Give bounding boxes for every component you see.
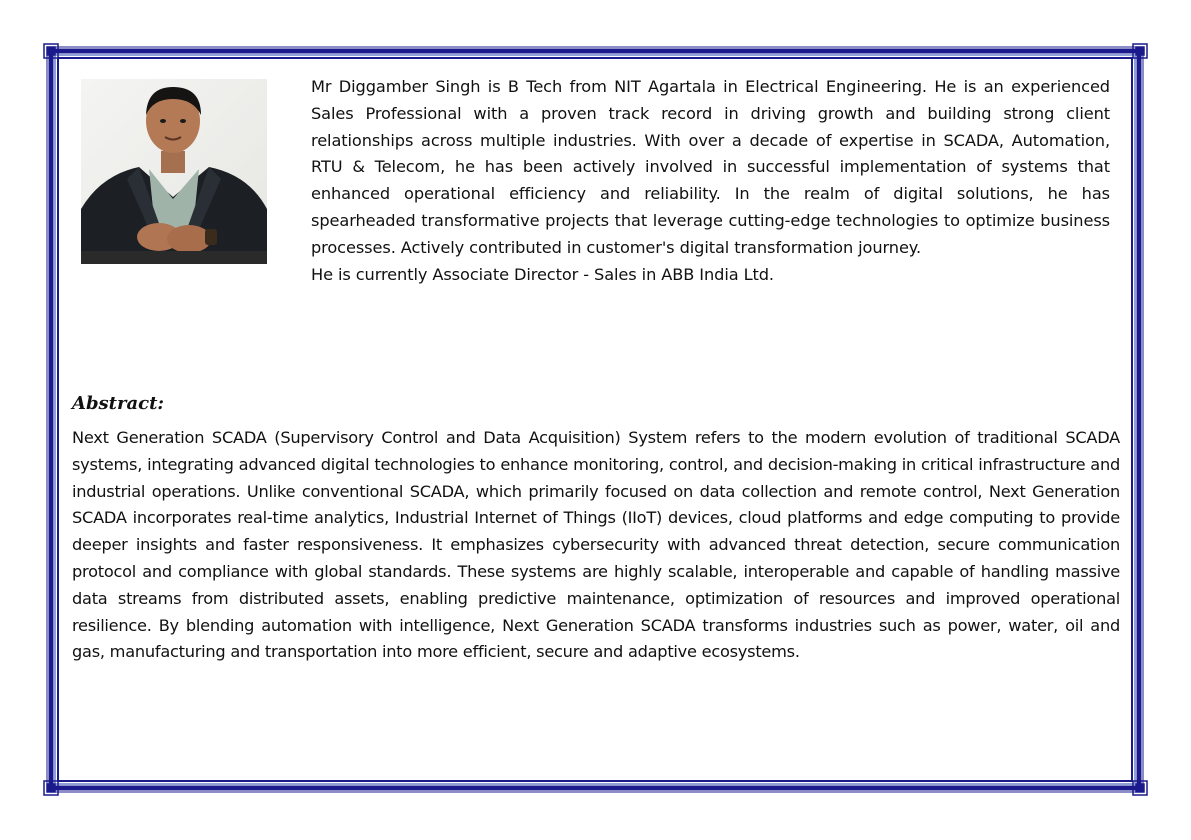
abstract-body: Next Generation SCADA (Supervisory Control and Data Acquisition) System refers to the modern evolution of traditional SCADA systems, integrating advanced digital technologies to enhance monitoring, control, and decision-making in critical infrastructure and industrial operations. Unlike conventional SCADA, which primarily focused on data collection and remote control, Next Generation SCADA incorporates real-time analytics, Industrial Internet of Things (IIoT) devices, cloud platforms and edge computing to provide deeper insights and faster responsiveness. It emphasizes cybersecurity with advanced threat detection, secure communication protocol and compliance with global standards. These systems are highly scalable, interoperable and capable of handling massive data streams from distributed assets, enabling predictive maintenance, optimization of resources and improved operational resilience. By blending automation with intelligence, Next Generation SCADA transforms industries such as power, water, oil and gas, manufacturing and transportation into more efficient, secure and adaptive ecosystems. [72, 428, 1120, 662]
abstract-heading: Abstract: [72, 393, 165, 414]
speaker-photo [81, 79, 267, 264]
bio-paragraph: Mr Diggamber Singh is B Tech from NIT Agartala in Electrical Engineering. He is an experienced Sales Professional with a proven track record in driving growth and building strong client relationships across multiple industries. With over a decade of expertise in SCADA, Automation, RTU & Telecom, he has been actively involved in successful implementation of systems that enhanced operational efficiency and reliability. In the realm of digital solutions, he has spearheaded transformative projects that leverage cutting-edge technologies to optimize business processes. Actively contributed in customer's digital transformation journey. [311, 77, 1110, 257]
speaker-bio [311, 74, 1110, 288]
bio-current-role: He is currently Associate Director - Sales in ABB India Ltd. [311, 264, 774, 284]
